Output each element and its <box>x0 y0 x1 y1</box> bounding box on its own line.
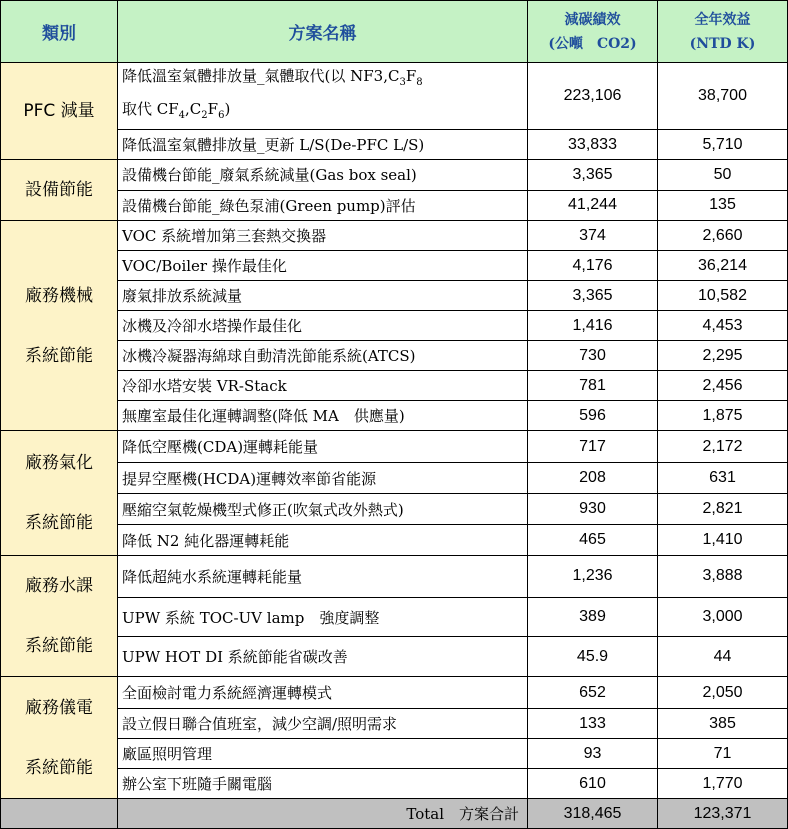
row-benefit: 2,456 <box>658 371 788 401</box>
header-category: 類別 <box>1 1 118 63</box>
table-row <box>1 371 788 401</box>
row-reduction: 93 <box>528 739 658 769</box>
row-benefit: 4,453 <box>658 311 788 341</box>
row-benefit: 2,660 <box>658 221 788 251</box>
table-row <box>1 160 788 191</box>
table-row <box>1 769 788 799</box>
row-benefit: 71 <box>658 739 788 769</box>
total-row <box>1 799 788 829</box>
row-benefit: 1,770 <box>658 769 788 799</box>
header-reduction: 減碳績效 (公噸 CO2) <box>528 1 658 63</box>
row-name: 冰機及冷卻水塔操作最佳化 <box>118 311 528 341</box>
table-row <box>1 556 788 598</box>
row-reduction: 730 <box>528 341 658 371</box>
row-name: 降低超純水系統運轉耗能量 <box>118 556 528 598</box>
row-reduction: 930 <box>528 494 658 525</box>
row-name: 廠區照明管理 <box>118 739 528 769</box>
row-name: UPW HOT DI 系統節能省碳改善 <box>118 637 528 677</box>
row-benefit: 385 <box>658 709 788 739</box>
category-water: 廠務水課 系統節能 <box>1 556 118 677</box>
table-row <box>1 281 788 311</box>
table-row <box>1 130 788 160</box>
table-row <box>1 311 788 341</box>
row-reduction: 45.9 <box>528 637 658 677</box>
table-row <box>1 677 788 709</box>
row-benefit: 631 <box>658 463 788 494</box>
row-name: 廢氣排放系統減量 <box>118 281 528 311</box>
table-row <box>1 597 788 637</box>
row-reduction: 1,236 <box>528 556 658 598</box>
table-row <box>1 525 788 556</box>
row-name: 全面檢討電力系統經濟運轉模式 <box>118 677 528 709</box>
row-benefit: 36,214 <box>658 251 788 281</box>
row-name: 降低 N2 純化器運轉耗能 <box>118 525 528 556</box>
table-row <box>1 739 788 769</box>
table-row <box>1 637 788 677</box>
total-benefit: 123,371 <box>658 799 788 829</box>
row-reduction: 1,416 <box>528 311 658 341</box>
row-reduction: 3,365 <box>528 281 658 311</box>
row-benefit: 5,710 <box>658 130 788 160</box>
row-name: 降低溫室氣體排放量_更新 L/S(De-PFC L/S) <box>118 130 528 160</box>
row-name: UPW 系統 TOC-UV lamp 強度調整 <box>118 597 528 637</box>
category-electrical: 廠務儀電 系統節能 <box>1 677 118 799</box>
row-reduction: 596 <box>528 401 658 431</box>
header-row <box>1 1 788 63</box>
row-reduction: 41,244 <box>528 190 658 221</box>
row-benefit: 1,410 <box>658 525 788 556</box>
row-reduction: 33,833 <box>528 130 658 160</box>
table-row <box>1 431 788 463</box>
row-name: 冰機冷凝器海綿球自動清洗節能系統(ATCS) <box>118 341 528 371</box>
row-name: 壓縮空氣乾燥機型式修正(吹氣式改外熱式) <box>118 494 528 525</box>
row-reduction: 4,176 <box>528 251 658 281</box>
row-benefit: 3,000 <box>658 597 788 637</box>
row-name: 設備機台節能_綠色泵浦(Green pump)評估 <box>118 190 528 221</box>
row-benefit: 135 <box>658 190 788 221</box>
row-reduction: 374 <box>528 221 658 251</box>
row-reduction: 389 <box>528 597 658 637</box>
table-row <box>1 221 788 251</box>
row-benefit: 50 <box>658 160 788 191</box>
category-mechanical: 廠務機械 系統節能 <box>1 221 118 431</box>
row-reduction: 208 <box>528 463 658 494</box>
header-name: 方案名稱 <box>118 1 528 63</box>
row-reduction: 3,365 <box>528 160 658 191</box>
category-pfc: PFC 減量 <box>1 63 118 160</box>
row-reduction: 465 <box>528 525 658 556</box>
row-benefit: 1,875 <box>658 401 788 431</box>
table-row <box>1 494 788 525</box>
row-name: 無塵室最佳化運轉調整(降低 MA 供應量) <box>118 401 528 431</box>
row-name: 設立假日聯合值班室，減少空調/照明需求 <box>118 709 528 739</box>
table-row <box>1 341 788 371</box>
table-row <box>1 190 788 221</box>
total-reduction: 318,465 <box>528 799 658 829</box>
row-name: 降低空壓機(CDA)運轉耗能量 <box>118 431 528 463</box>
row-reduction: 717 <box>528 431 658 463</box>
row-name: 降低溫室氣體排放量_氣體取代(以 $NF3,C_3F_8$ 取代 $CF_4,C_2F_6$) <box>118 63 528 130</box>
row-name: 冷卻水塔安裝 VR-Stack <box>118 371 528 401</box>
row-reduction: 223,106 <box>528 63 658 130</box>
header-benefit: 全年效益 (NTD K) <box>658 1 788 63</box>
row-benefit: 2,295 <box>658 341 788 371</box>
row-benefit: 44 <box>658 637 788 677</box>
row-name: 設備機台節能_廢氣系統減量(Gas box seal) <box>118 160 528 191</box>
category-gas: 廠務氣化 系統節能 <box>1 431 118 556</box>
row-name: 提昇空壓機(HCDA)運轉效率節省能源 <box>118 463 528 494</box>
row-reduction: 781 <box>528 371 658 401</box>
table-row <box>1 251 788 281</box>
row-benefit: 2,172 <box>658 431 788 463</box>
row-name: VOC 系統增加第三套熱交換器 <box>118 221 528 251</box>
table-row <box>1 63 788 130</box>
total-label: Total 方案合計 <box>118 799 528 829</box>
row-benefit: 3,888 <box>658 556 788 598</box>
table-row <box>1 463 788 494</box>
row-benefit: 2,821 <box>658 494 788 525</box>
row-reduction: 610 <box>528 769 658 799</box>
table-row <box>1 401 788 431</box>
row-reduction: 133 <box>528 709 658 739</box>
row-benefit: 2,050 <box>658 677 788 709</box>
row-name: 辦公室下班隨手關電腦 <box>118 769 528 799</box>
row-benefit: 38,700 <box>658 63 788 130</box>
row-benefit: 10,582 <box>658 281 788 311</box>
total-blank <box>1 799 118 829</box>
category-equip: 設備節能 <box>1 160 118 221</box>
row-name: VOC/Boiler 操作最佳化 <box>118 251 528 281</box>
table-row <box>1 709 788 739</box>
row-reduction: 652 <box>528 677 658 709</box>
